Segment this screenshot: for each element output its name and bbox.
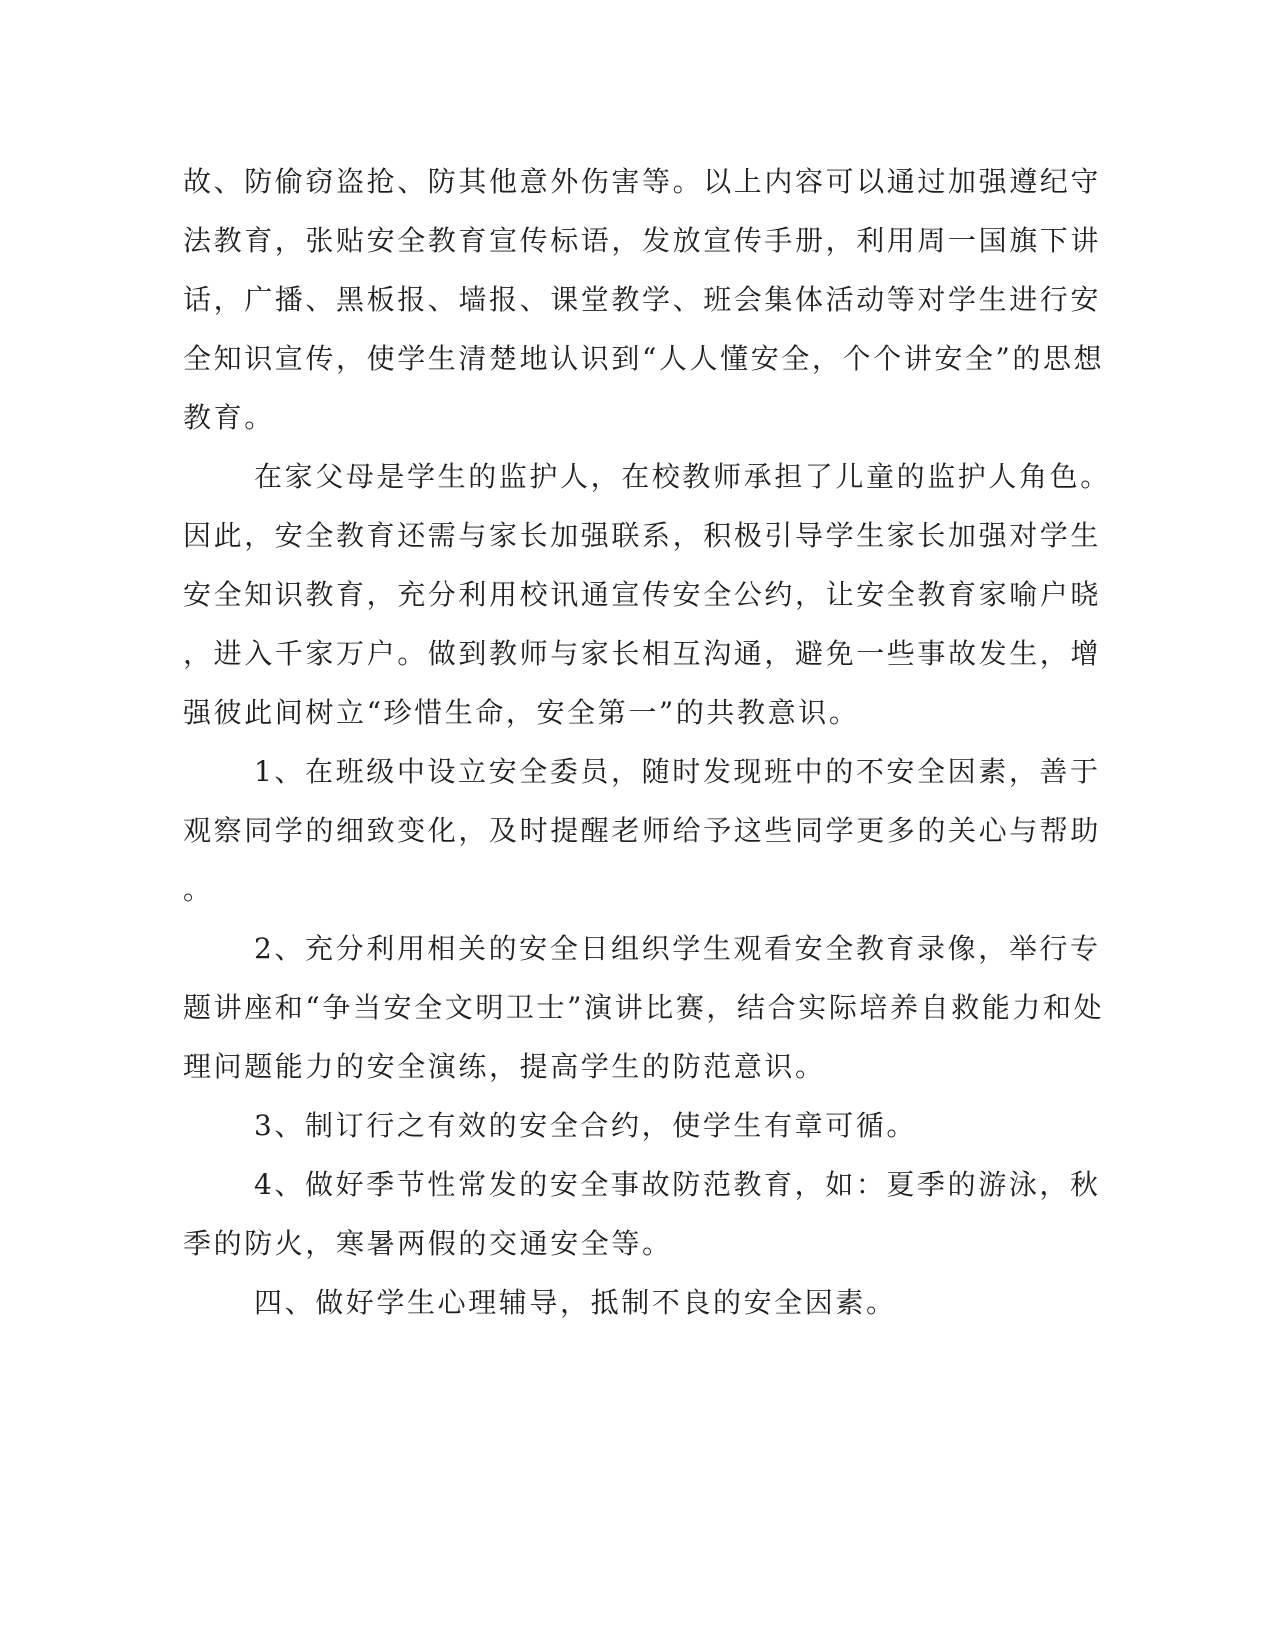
list-item-first-line: 1、在班级中设立安全委员，随时发现班中的不安全因素，善于	[254, 755, 1101, 788]
text-line: 法教育，张贴安全教育宣传标语，发放宣传手册，利用周一国旗下讲	[183, 224, 1102, 257]
list-item-first-line: 3、制订行之有效的安全合约，使学生有章可循。	[254, 1109, 918, 1142]
section-heading: 四、做好学生心理辅导，抵制不良的安全因素。	[254, 1286, 897, 1319]
text-line: 话，广播、黑板报、墙报、课堂教学、班会集体活动等对学生进行安	[183, 283, 1102, 316]
text-line: 季的防火，寒暑两假的交通安全等。	[183, 1227, 673, 1260]
text-line: ，进入千家万户。做到教师与家长相互沟通，避免一些事故发生，增	[183, 637, 1102, 670]
list-item-first-line: 2、充分利用相关的安全日组织学生观看安全教育录像，举行专	[254, 932, 1101, 965]
text-line: 理问题能力的安全演练，提高学生的防范意识。	[183, 1050, 826, 1083]
paragraph-first-line: 在家父母是学生的监护人，在校教师承担了儿童的监护人角色。	[254, 460, 1111, 493]
text-line: 题讲座和“争当安全文明卫士”演讲比赛，结合实际培养自救能力和处	[183, 991, 1105, 1024]
text-line: 。	[183, 873, 214, 906]
text-line: 全知识宣传，使学生清楚地认识到“人人懂安全，个个讲安全”的思想	[183, 342, 1105, 375]
text-line: 故、防偷窃盗抢、防其他意外伤害等。以上内容可以通过加强遵纪守	[183, 165, 1102, 198]
text-line: 因此，安全教育还需与家长加强联系，积极引导学生家长加强对学生	[183, 519, 1102, 552]
list-item-first-line: 4、做好季节性常发的安全事故防范教育，如：夏季的游泳，秋	[254, 1168, 1101, 1201]
text-line: 安全知识教育，充分利用校讯通宣传安全公约，让安全教育家喻户晓	[183, 578, 1102, 611]
text-line: 教育。	[183, 401, 275, 434]
text-line: 观察同学的细致变化，及时提醒老师给予这些同学更多的关心与帮助	[183, 814, 1102, 847]
text-line: 强彼此间树立“珍惜生命，安全第一”的共教意识。	[183, 696, 860, 729]
